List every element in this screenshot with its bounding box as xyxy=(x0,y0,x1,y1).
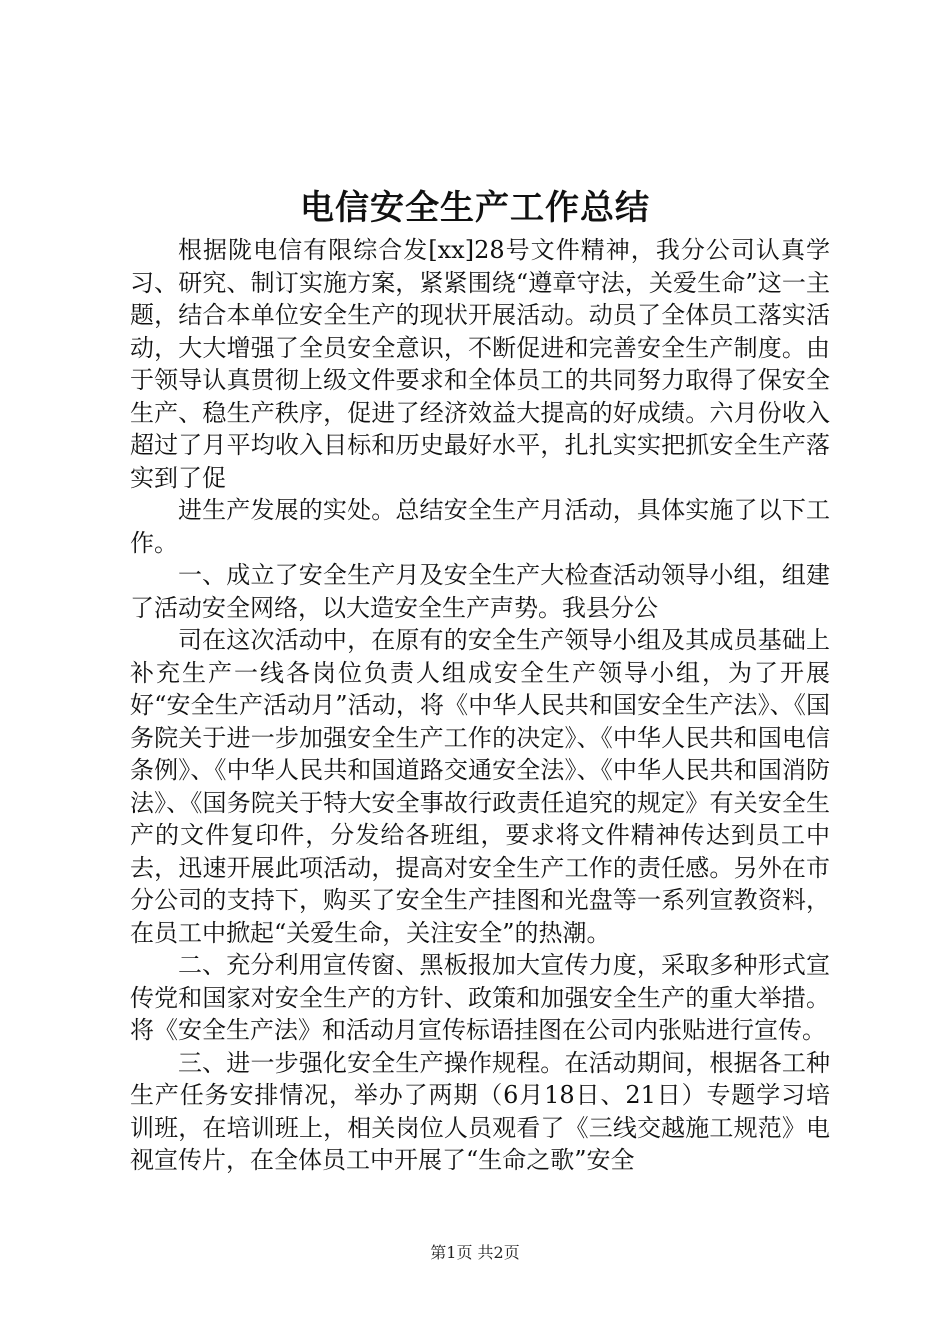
paragraph-intro: 根据陇电信有限综合发[xx]28号文件精神，我分公司认真学习、研究、制订实施方案，紧紧围绕“遵章守法，关爱生命”这一主题，结合本单位安全生产的现状开展活动。动员了全体员工落实活动，大大增强了全员安全意识，不断促进和完善安全生产制度。由于领导认真贯彻上级文件要求和全体员工的共同努力取得了保安全生产、稳生产秩序，促进了经济效益大提高的好成绩。六月份收入超过了月平均收入目标和历史最好水平，扎扎实实把抓安全生产落实到了促 xyxy=(130,236,830,492)
paragraph-item-one: 一、成立了安全生产月及安全生产大检查活动领导小组，组建了活动安全网络，以大造安全生产声势。我县分公 xyxy=(130,561,830,622)
paragraph-summary: 进生产发展的实处。总结安全生产月活动，具体实施了以下工作。 xyxy=(130,496,830,557)
document-body xyxy=(130,234,830,1177)
page-footer: 第1页 共2页 xyxy=(430,1243,520,1262)
document-title: 电信安全生产工作总结 xyxy=(300,188,650,228)
paragraph-item-one-continued: 司在这次活动中，在原有的安全生产领导小组及其成员基础上补充生产一线各岗位负责人组成安全生产领导小组，为了开展好“安全生产活动月”活动，将《中华人民共和国安全生产法》、《国务院关于进一步加强安全生产工作的决定》、《中华人民共和国电信条例》、《中华人民共和国道路交通安全法》、《中华人民共和国消防法》、《国务院关于特大安全事故行政责任追究的规定》有关安全生产的文件复印件，分发给各班组，要求将文件精神传达到员工中去，迅速开展此项活动，提高对安全生产工作的责任感。另外在市分公司的支持下，购买了安全生产挂图和光盘等一系列宣教资料，在员工中掀起“关爱生命，关注安全”的热潮。 xyxy=(130,626,830,947)
paragraph-item-two: 二、充分利用宣传窗、黑板报加大宣传力度，采取多种形式宣传党和国家对安全生产的方针、政策和加强安全生产的重大举措。将《安全生产法》和活动月宣传标语挂图在公司内张贴进行宣传。 xyxy=(130,951,830,1044)
paragraph-item-three: 三、进一步强化安全生产操作规程。在活动期间，根据各工种生产任务安排情况，举办了两期（6月18日、21日）专题学习培训班，在培训班上，相关岗位人员观看了《三线交越施工规范》电视宣传片，在全体员工中开展了“生命之歌”安全 xyxy=(130,1048,830,1174)
